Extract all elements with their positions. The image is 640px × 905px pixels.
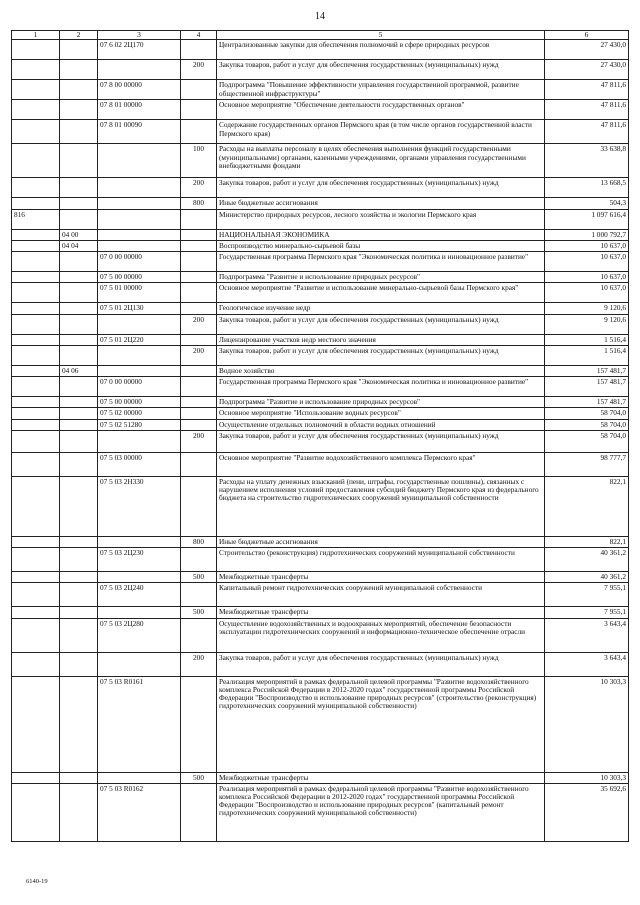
description-cell: Государственная программа Пермского края "Экономическая политика и инновационное развитие" [217,377,545,397]
description-cell: Закупка товаров, работ и услуг для обеспечения государственных (муниципальных) нужд [217,345,545,365]
section-code-cell: 04 06 [60,365,98,376]
expense-type-cell [181,120,217,144]
target-article-cell: 07 8 01 00000 [98,100,181,120]
table-row [12,229,629,240]
expense-type-cell [181,40,217,60]
table-row [12,252,629,272]
section-code-cell [60,583,98,607]
target-article-cell [98,607,181,618]
amount-cell: 157 481,7 [545,365,629,376]
target-article-cell: 07 5 00 00000 [98,272,181,283]
description-cell: Осуществление водохозяйственных и водоохранных мероприятий, обеспечение безопасности эксплуатации гидротехнических сооружений и информационно-техническое обеспечение отрасли [217,618,545,652]
target-article-cell: 07 5 03 R0161 [98,676,181,772]
target-article-cell: 07 5 01 00000 [98,283,181,303]
target-article-cell [98,572,181,583]
target-article-cell [98,178,181,198]
expense-type-cell: 200 [181,345,217,365]
section-code-cell [60,40,98,60]
admin-code-cell [12,607,60,618]
table-row [12,652,629,676]
section-code-cell [60,572,98,583]
amount-cell: 10 637,0 [545,283,629,303]
expense-type-cell [181,365,217,376]
table-row [12,209,629,229]
amount-cell: 3 643,4 [545,618,629,652]
amount-cell: 7 955,1 [545,607,629,618]
description-cell: Реализация мероприятий в рамках федеральной целевой программы "Развитие водохозяйственного комплекса Российской Федерации в 2012-2020 годах" государственной программы Российской Федерации "Воспроизводство и использование природных ресурсов" (строительство (реконструкция) гидротехнических сооружений муниципальной собственности) [217,676,545,772]
target-article-cell: 07 5 03 R0162 [98,783,181,841]
column-header-1: 1 [12,31,60,40]
section-code-cell [60,252,98,272]
table-row [12,100,629,120]
description-cell: Лицензирование участков недр местного значения [217,334,545,345]
table-row [12,377,629,397]
description-cell: Закупка товаров, работ и услуг для обеспечения государственных (муниципальных) нужд [217,314,545,334]
target-article-cell: 07 5 03 2Ц230 [98,548,181,572]
table-row [12,536,629,547]
expense-type-cell [181,548,217,572]
expense-type-cell: 500 [181,607,217,618]
target-article-cell: 07 5 03 00000 [98,452,181,476]
description-cell: Реализация мероприятий в рамках федеральной целевой программы "Развитие водохозяйственного комплекса Российской Федерации в 2012-2020 годах" государственной программы Российской Федерации "Воспроизводство и использование природных ресурсов" (капитальный ремонт гидротехнических сооружений муниципальной собственности) [217,783,545,841]
expense-type-cell [181,334,217,345]
amount-cell: 10 637,0 [545,240,629,251]
admin-code-cell [12,476,60,536]
amount-cell: 1 516,4 [545,334,629,345]
admin-code-cell [12,548,60,572]
amount-cell: 1 000 792,7 [545,229,629,240]
admin-code-cell [12,772,60,783]
description-cell: Содержание государственных органов Пермского края (в том числе органов государственной власти Пермского края) [217,120,545,144]
table-row [12,618,629,652]
expense-type-cell: 500 [181,572,217,583]
amount-cell: 27 430,0 [545,40,629,60]
expense-type-cell [181,452,217,476]
admin-code-cell [12,377,60,397]
table-row [12,345,629,365]
expense-type-cell: 200 [181,652,217,676]
expense-type-cell [181,209,217,229]
description-cell: Иные бюджетные ассигнования [217,198,545,209]
amount-cell: 10 303,3 [545,772,629,783]
admin-code-cell [12,536,60,547]
section-code-cell [60,772,98,783]
description-cell: Основное мероприятие "Использование водных ресурсов" [217,408,545,419]
table-row [12,783,629,841]
amount-cell: 1 516,4 [545,345,629,365]
table-header-row [12,31,629,40]
amount-cell: 27 430,0 [545,60,629,80]
description-cell: Закупка товаров, работ и услуг для обеспечения государственных (муниципальных) нужд [217,430,545,452]
description-cell: Осуществление отдельных полномочий в области водных отношений [217,419,545,430]
table-row [12,607,629,618]
section-code-cell [60,100,98,120]
admin-code-cell [12,783,60,841]
amount-cell: 40 361,2 [545,548,629,572]
table-row [12,144,629,178]
expense-type-cell [181,303,217,314]
section-code-cell [60,430,98,452]
admin-code-cell [12,334,60,345]
admin-code-cell [12,652,60,676]
description-cell: Геологическое изучение недр [217,303,545,314]
section-code-cell [60,178,98,198]
description-cell: Иные бюджетные ассигнования [217,536,545,547]
amount-cell: 58 704,0 [545,430,629,452]
description-cell: Министерство природных ресурсов, лесного хозяйства и экологии Пермского края [217,209,545,229]
table-row [12,676,629,772]
section-code-cell [60,652,98,676]
description-cell: НАЦИОНАЛЬНАЯ ЭКОНОМИКА [217,229,545,240]
target-article-cell: 07 5 03 2Ц240 [98,583,181,607]
amount-cell: 157 481,7 [545,377,629,397]
table-row [12,283,629,303]
table-row [12,476,629,536]
section-code-cell [60,60,98,80]
admin-code-cell [12,178,60,198]
table-row [12,240,629,251]
target-article-cell [98,229,181,240]
section-code-cell [60,419,98,430]
admin-code-cell [12,80,60,100]
amount-cell: 58 704,0 [545,408,629,419]
admin-code-cell [12,345,60,365]
section-code-cell [60,80,98,100]
target-article-cell: 07 5 03 2Ц280 [98,618,181,652]
table-row [12,397,629,408]
section-code-cell [60,377,98,397]
table-row [12,419,629,430]
amount-cell: 3 643,4 [545,652,629,676]
table-row [12,120,629,144]
admin-code-cell [12,572,60,583]
admin-code-cell [12,240,60,251]
description-cell: Закупка товаров, работ и услуг для обеспечения государственных (муниципальных) нужд [217,178,545,198]
section-code-cell [60,408,98,419]
amount-cell: 10 303,3 [545,676,629,772]
admin-code-cell [12,419,60,430]
admin-code-cell [12,583,60,607]
table-row [12,60,629,80]
target-article-cell [98,144,181,178]
section-code-cell [60,548,98,572]
column-header-6: 6 [545,31,629,40]
target-article-cell [98,536,181,547]
target-article-cell: 07 5 02 51280 [98,419,181,430]
target-article-cell [98,209,181,229]
expense-type-cell: 500 [181,772,217,783]
description-cell: Межбюджетные трансферты [217,772,545,783]
expense-type-cell [181,618,217,652]
description-cell: Основное мероприятие "Развитие и использование минерально-сырьевой базы Пермского края" [217,283,545,303]
admin-code-cell [12,60,60,80]
section-code-cell [60,536,98,547]
expense-type-cell [181,397,217,408]
expense-type-cell [181,408,217,419]
admin-code-cell [12,314,60,334]
expense-type-cell: 800 [181,198,217,209]
description-cell: Воспроизводство минерально-сырьевой базы [217,240,545,251]
table-row [12,772,629,783]
target-article-cell: 07 8 00 00000 [98,80,181,100]
expense-type-cell [181,583,217,607]
column-header-3: 3 [98,31,181,40]
description-cell: Основное мероприятие "Развитие водохозяйственного комплекса Пермского края" [217,452,545,476]
admin-code-cell [12,144,60,178]
column-header-2: 2 [60,31,98,40]
admin-code-cell [12,303,60,314]
admin-code-cell [12,676,60,772]
column-header-5: 5 [217,31,545,40]
expense-type-cell: 200 [181,430,217,452]
section-code-cell: 04 00 [60,229,98,240]
amount-cell: 1 097 616,4 [545,209,629,229]
amount-cell: 47 811,6 [545,100,629,120]
admin-code-cell [12,283,60,303]
page-number: 14 [315,11,325,22]
admin-code-cell [12,452,60,476]
admin-code-cell [12,430,60,452]
target-article-cell: 07 8 01 00090 [98,120,181,144]
amount-cell: 10 637,0 [545,272,629,283]
description-cell: Капитальный ремонт гидротехнических сооружений муниципальной собственности [217,583,545,607]
admin-code-cell [12,120,60,144]
admin-code-cell [12,252,60,272]
table-row [12,198,629,209]
admin-code-cell [12,272,60,283]
expense-type-cell [181,676,217,772]
admin-code-cell [12,229,60,240]
amount-cell: 504,3 [545,198,629,209]
amount-cell: 58 704,0 [545,419,629,430]
amount-cell: 35 692,6 [545,783,629,841]
section-code-cell [60,783,98,841]
target-article-cell: 07 5 00 00000 [98,397,181,408]
amount-cell: 33 638,8 [545,144,629,178]
expense-type-cell [181,283,217,303]
section-code-cell: 04 04 [60,240,98,251]
target-article-cell: 07 0 00 00000 [98,252,181,272]
footer-code: 6140-19 [26,878,48,885]
section-code-cell [60,144,98,178]
amount-cell: 822,1 [545,536,629,547]
expense-type-cell: 100 [181,144,217,178]
description-cell: Строительство (реконструкция) гидротехнических сооружений муниципальной собственности [217,548,545,572]
target-article-cell [98,772,181,783]
target-article-cell [98,314,181,334]
target-article-cell [98,345,181,365]
table-row [12,365,629,376]
section-code-cell [60,345,98,365]
expense-type-cell [181,80,217,100]
table-row [12,178,629,198]
section-code-cell [60,618,98,652]
section-code-cell [60,198,98,209]
section-code-cell [60,314,98,334]
target-article-cell: 07 0 00 00000 [98,377,181,397]
section-code-cell [60,676,98,772]
amount-cell: 47 811,6 [545,120,629,144]
target-article-cell [98,652,181,676]
target-article-cell [98,430,181,452]
expense-type-cell: 800 [181,536,217,547]
section-code-cell [60,272,98,283]
expense-type-cell [181,252,217,272]
section-code-cell [60,303,98,314]
description-cell: Водное хозяйство [217,365,545,376]
description-cell: Подпрограмма "Развитие и использование природных ресурсов" [217,272,545,283]
expense-type-cell: 200 [181,60,217,80]
target-article-cell: 07 5 03 2Н330 [98,476,181,536]
table-row [12,334,629,345]
section-code-cell [60,476,98,536]
admin-code-cell [12,198,60,209]
section-code-cell [60,283,98,303]
expense-type-cell [181,229,217,240]
target-article-cell [98,60,181,80]
table-row [12,548,629,572]
admin-code-cell [12,397,60,408]
target-article-cell: 07 5 01 2Ц220 [98,334,181,345]
description-cell: Подпрограмма "Развитие и использование природных ресурсов" [217,397,545,408]
section-code-cell [60,607,98,618]
amount-cell: 7 955,1 [545,583,629,607]
amount-cell: 40 361,2 [545,572,629,583]
expense-type-cell [181,377,217,397]
section-code-cell [60,120,98,144]
table-row [12,40,629,60]
expense-type-cell [181,272,217,283]
description-cell: Межбюджетные трансферты [217,607,545,618]
expense-type-cell [181,100,217,120]
amount-cell: 157 481,7 [545,397,629,408]
description-cell: Закупка товаров, работ и услуг для обеспечения государственных (муниципальных) нужд [217,652,545,676]
section-code-cell [60,209,98,229]
target-article-cell: 07 5 01 2Ц130 [98,303,181,314]
expense-type-cell: 200 [181,178,217,198]
admin-code-cell [12,408,60,419]
expense-type-cell [181,476,217,536]
description-cell: Межбюджетные трансферты [217,572,545,583]
table-row [12,572,629,583]
amount-cell: 47 811,6 [545,80,629,100]
target-article-cell [98,198,181,209]
description-cell: Централизованные закупки для обеспечения полномочий в сфере природных ресурсов [217,40,545,60]
table-row [12,303,629,314]
amount-cell: 822,1 [545,476,629,536]
section-code-cell [60,452,98,476]
table-row [12,408,629,419]
amount-cell: 9 120,6 [545,314,629,334]
table-row [12,430,629,452]
admin-code-cell [12,100,60,120]
amount-cell: 98 777,7 [545,452,629,476]
section-code-cell [60,397,98,408]
description-cell: Основное мероприятие "Обеспечение деятельности государственных органов" [217,100,545,120]
admin-code-cell: 816 [12,209,60,229]
admin-code-cell [12,618,60,652]
amount-cell: 13 668,5 [545,178,629,198]
description-cell: Закупка товаров, работ и услуг для обеспечения государственных (муниципальных) нужд [217,60,545,80]
description-cell: Расходы на уплату денежных взысканий (пени, штрафы, государственные пошлины), связанных с нарушением исполнения условий предоставления субсидий бюджету Пермского края из федерального бюджета на строительство гидротехнических сооружений муниципальной собственности [217,476,545,536]
admin-code-cell [12,365,60,376]
amount-cell: 10 637,0 [545,252,629,272]
description-cell: Государственная программа Пермского края "Экономическая политика и инновационное развитие" [217,252,545,272]
amount-cell: 9 120,6 [545,303,629,314]
section-code-cell [60,334,98,345]
expense-type-cell: 200 [181,314,217,334]
expense-type-cell [181,240,217,251]
table-body [12,40,629,841]
description-cell: Расходы на выплаты персоналу в целях обеспечения выполнения функций государственными (муниципальными) органами, казенными учреждениями, органами управления государственными внебюджетными фондами [217,144,545,178]
target-article-cell: 07 5 02 00000 [98,408,181,419]
table-row [12,583,629,607]
target-article-cell [98,365,181,376]
table-row [12,452,629,476]
column-header-4: 4 [181,31,217,40]
target-article-cell [98,240,181,251]
table-row [12,314,629,334]
table-row [12,272,629,283]
target-article-cell: 07 6 02 2Ц170 [98,40,181,60]
expense-type-cell [181,783,217,841]
budget-table [11,30,629,842]
expense-type-cell [181,419,217,430]
description-cell: Подпрограмма "Повышение эффективности управления государственной программой, развитие общественной инфраструктуры" [217,80,545,100]
admin-code-cell [12,40,60,60]
table-row [12,80,629,100]
